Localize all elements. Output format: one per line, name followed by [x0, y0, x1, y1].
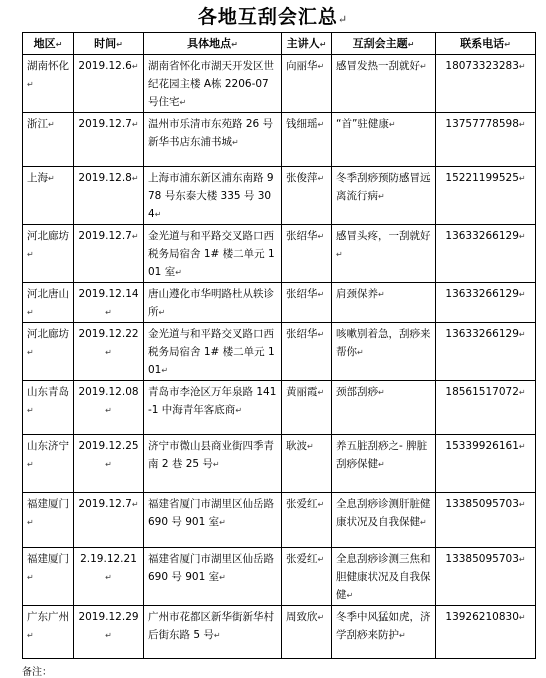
table-row	[23, 606, 536, 659]
header-speaker: 主讲人↵	[282, 33, 332, 55]
cell-phone: 18561517072↵	[436, 381, 536, 435]
cell-date: 2019.12.25↵	[74, 435, 144, 493]
cell-region: 河北唐山↵	[23, 283, 74, 323]
header-phone: 联系电话↵	[436, 33, 536, 55]
table-row	[23, 167, 536, 225]
cell-date: 2019.12.22↵	[74, 323, 144, 381]
cell-theme: 肩颈保养↵	[332, 283, 436, 323]
cell-theme: 养五脏刮痧之- 脾脏刮痧保健↵	[332, 435, 436, 493]
cell-phone: 15221199525↵	[436, 167, 536, 225]
cell-region: 河北廊坊↵	[23, 323, 74, 381]
cell-date: 2.19.12.21↵	[74, 548, 144, 606]
cell-date: 2019.12.08↵	[74, 381, 144, 435]
cell-place: 济宁市微山县商业街四季青南 2 巷 25 号↵	[144, 435, 282, 493]
footer-note: 备注：	[22, 667, 52, 678]
header-date: 时间↵	[74, 33, 144, 55]
cell-speaker: 周致欣↵	[282, 606, 332, 659]
cell-speaker: 张绍华↵	[282, 323, 332, 381]
cell-date: 2019.12.7↵	[74, 113, 144, 167]
cell-date: 2019.12.7↵	[74, 493, 144, 548]
cell-speaker: 向丽华↵	[282, 55, 332, 113]
cell-phone: 13633266129↵	[436, 283, 536, 323]
cell-place: 福建省厦门市湖里区仙岳路 690 号 901 室↵	[144, 493, 282, 548]
cell-region: 广东广州↵	[23, 606, 74, 659]
page-title: 各地互刮会汇总↵	[197, 6, 349, 28]
cell-theme: 感冒头疼，一刮就好↵	[332, 225, 436, 283]
cell-speaker: 张爱红↵	[282, 548, 332, 606]
table-row	[23, 283, 536, 323]
table-row	[23, 113, 536, 167]
cell-theme: 冬季刮痧预防感冒远离流行病↵	[332, 167, 436, 225]
cell-phone: 13633266129↵	[436, 225, 536, 283]
cell-region: 湖南怀化↵	[23, 55, 74, 113]
cell-region: 山东济宁↵	[23, 435, 74, 493]
cell-speaker: 张爱红↵	[282, 493, 332, 548]
cell-place: 金光道与和平路交叉路口西税务局宿舍 1# 楼二单元 101↵	[144, 323, 282, 381]
header-place: 具体地点↵	[144, 33, 282, 55]
cell-region: 福建厦门↵	[23, 548, 74, 606]
cell-place: 上海市浦东新区浦东南路 978 号东泰大楼 335 号 304↵	[144, 167, 282, 225]
cell-theme: 全息刮痧诊测三焦和胆健康状况及自我保健↵	[332, 548, 436, 606]
cell-date: 2019.12.6↵	[74, 55, 144, 113]
cell-region: 福建厦门↵	[23, 493, 74, 548]
cell-speaker: 张绍华↵	[282, 225, 332, 283]
cell-region: 浙江↵	[23, 113, 74, 167]
cell-place: 广州市花都区新华街新华村后街东路 5 号↵	[144, 606, 282, 659]
cell-place: 湖南省怀化市湖天开发区世纪花园主楼 A栋 2206-07 号住宅↵	[144, 55, 282, 113]
cell-theme: 咳嗽别着急，刮痧来帮你↵	[332, 323, 436, 381]
cell-theme: 颈部刮痧↵	[332, 381, 436, 435]
events-table	[22, 32, 536, 659]
table-row	[23, 225, 536, 283]
cell-phone: 13385095703↵	[436, 493, 536, 548]
cell-date: 2019.12.14↵	[74, 283, 144, 323]
cell-date: 2019.12.29↵	[74, 606, 144, 659]
cell-place: 唐山遵化市华明路杜从轶诊所↵	[144, 283, 282, 323]
cell-phone: 15339926161↵	[436, 435, 536, 493]
table-row	[23, 381, 536, 435]
cell-theme: 感冒发热一刮就好↵	[332, 55, 436, 113]
cell-region: 河北廊坊↵	[23, 225, 74, 283]
table-row	[23, 493, 536, 548]
cell-speaker: 张俊萍↵	[282, 167, 332, 225]
header-theme: 互刮会主题↵	[332, 33, 436, 55]
table-row	[23, 323, 536, 381]
cell-date: 2019.12.7↵	[74, 225, 144, 283]
cell-phone: 13757778598↵	[436, 113, 536, 167]
cell-date: 2019.12.8↵	[74, 167, 144, 225]
table-row	[23, 548, 536, 606]
cell-place: 福建省厦门市湖里区仙岳路 690 号 901 室↵	[144, 548, 282, 606]
cell-phone: 13633266129↵	[436, 323, 536, 381]
cell-speaker: 钱细瑶↵	[282, 113, 332, 167]
cell-place: 温州市乐清市东苑路 26 号新华书店东浦书城↵	[144, 113, 282, 167]
cell-region: 山东青岛↵	[23, 381, 74, 435]
cell-phone: 13926210830↵	[436, 606, 536, 659]
cell-speaker: 耿波↵	[282, 435, 332, 493]
cell-theme: “首”驻健康↵	[332, 113, 436, 167]
cell-speaker: 张绍华↵	[282, 283, 332, 323]
cell-place: 青岛市李沧区万年泉路 141-1 中海青年客底商↵	[144, 381, 282, 435]
cell-theme: 冬季中风猛如虎，济学刮痧来防护↵	[332, 606, 436, 659]
header-region: 地区↵	[23, 33, 74, 55]
cell-region: 上海↵	[23, 167, 74, 225]
cell-phone: 13385095703↵	[436, 548, 536, 606]
cell-speaker: 黄丽霞↵	[282, 381, 332, 435]
cell-theme: 全息刮痧诊测肝脏健康状况及自我保健↵	[332, 493, 436, 548]
table-row	[23, 435, 536, 493]
table-row	[23, 55, 536, 113]
cell-phone: 18073323283↵	[436, 55, 536, 113]
table-header-row	[23, 33, 536, 55]
cell-place: 金光道与和平路交叉路口西税务局宿舍 1# 楼二单元 101 室↵	[144, 225, 282, 283]
